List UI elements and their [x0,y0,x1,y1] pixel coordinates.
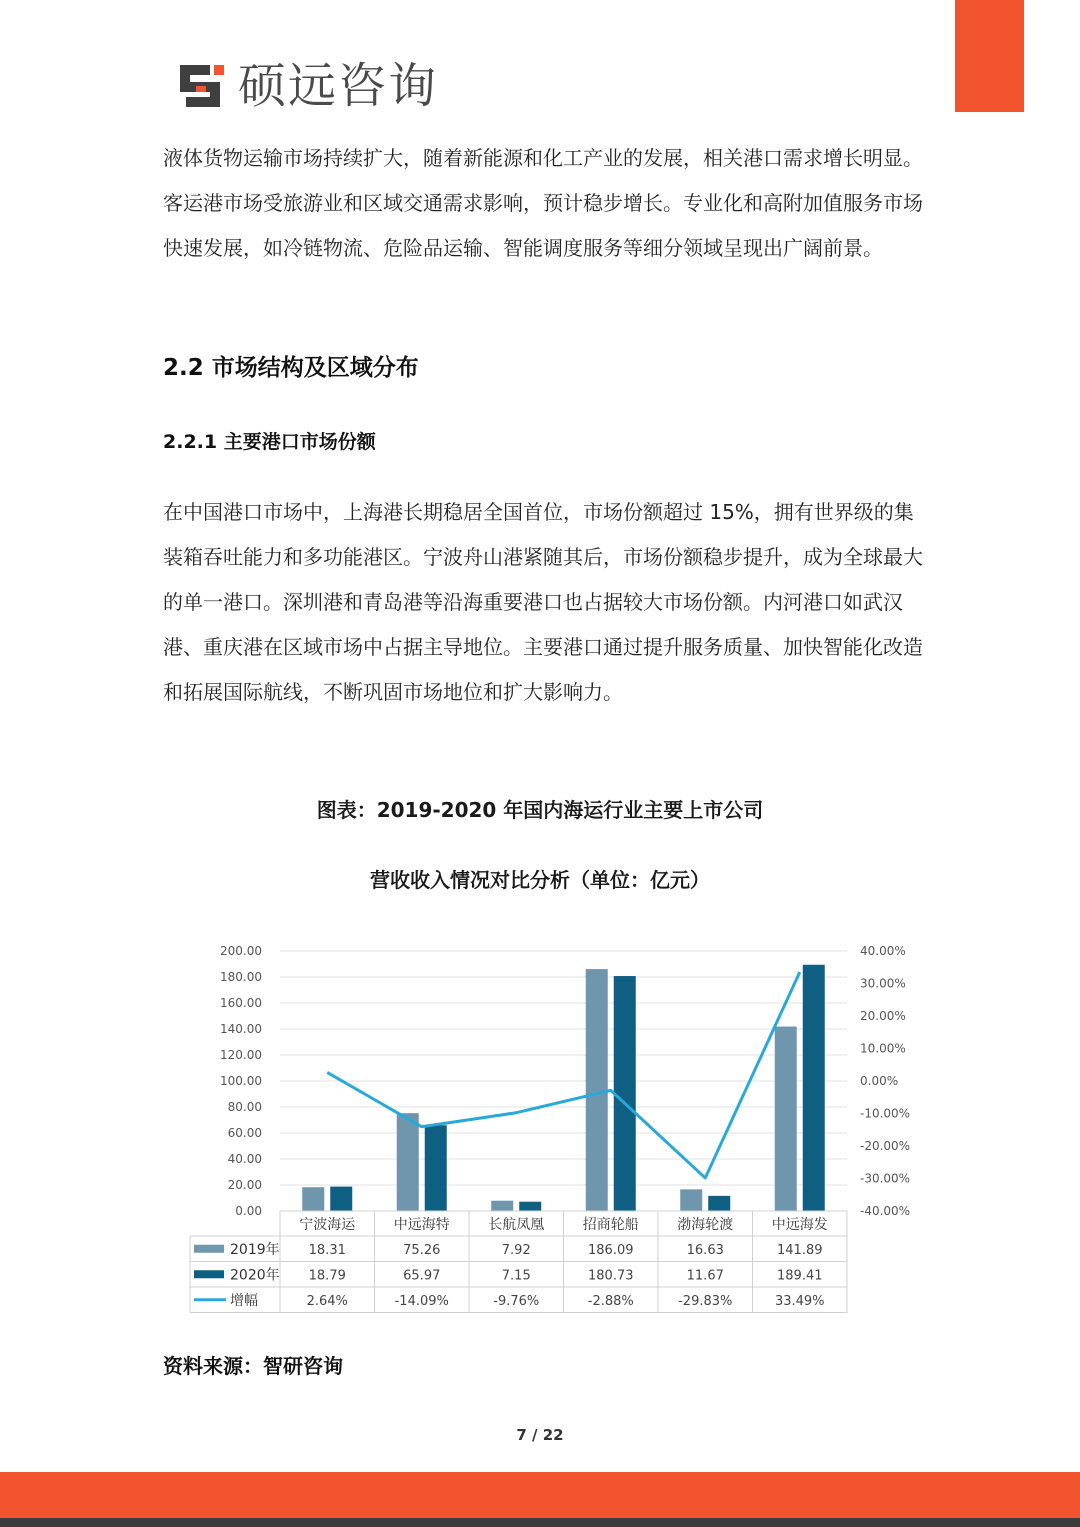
data-label: 7.92 [501,1242,531,1258]
bar-2020年 [519,1202,541,1211]
data-label: 75.26 [403,1242,441,1258]
bar-2020年 [425,1125,447,1211]
y2-tick-label: -40.00% [860,1204,911,1218]
y2-tick-label: -10.00% [860,1106,911,1121]
data-label: 65.97 [403,1268,441,1284]
body-paragraph: 在中国港口市场中，上海港长期稳居全国首位，市场份额超过 15%，拥有世界级的集装箱吞吐能力和多功能港区。宁波舟山港紧随其后，市场份额稳步提升，成为全球最大的单一港口。深圳港和青岛港等沿海重要港口也占据较大市场份额。内河港口如武汉港、重庆港在区域市场中占据主导地位。主要港口通过提升服务质量、加快智能化改造和拓展国际航线，不断巩固市场地位和扩大影响力。 [163,500,923,704]
data-label: 18.79 [308,1268,346,1284]
y2-tick-label: 20.00% [860,1009,906,1023]
intro-paragraph: 液体货物运输市场持续扩大，随着新能源和化工产业的发展，相关港口需求增长明显。客运港市场受旅游业和区域交通需求影响，预计稳步增长。专业化和高附加值服务市场快速发展，如冷链物流、危险品运输、智能调度服务等细分领域呈现出广阔前景。 [163,146,923,260]
y-tick-label: 0.00 [235,1204,262,1218]
data-label: 189.41 [777,1268,823,1284]
y-tick-label: 200.00 [220,944,262,958]
data-label: -29.83% [678,1293,733,1309]
data-label: 18.31 [308,1242,346,1258]
brand-logo-icon [176,61,228,111]
bar-2019年 [775,1027,797,1211]
brand-name: 硕远咨询 [238,58,439,114]
legend-key-2019年 [194,1245,224,1253]
chart-title-line1: 图表：2019-2020 年国内海运行业主要上市公司 [316,798,764,822]
bar-2019年 [680,1189,702,1211]
category-label: 长航凤凰 [488,1217,545,1233]
y2-tick-label: 10.00% [860,1041,906,1056]
y2-tick-label: -30.00% [860,1171,911,1186]
legend-label: 增幅 [230,1292,258,1309]
legend-label: 2019年 [230,1241,280,1258]
bar-2020年 [614,976,636,1211]
footer-dark-band [0,1518,1080,1527]
chart-title-line2: 营收收入情况对比分析（单位：亿元） [370,868,710,892]
category-label: 中远海特 [393,1217,450,1233]
data-label: 141.89 [777,1242,823,1258]
data-label: 11.67 [686,1268,724,1284]
source-note: 资料来源：智研咨询 [163,1354,343,1378]
y-tick-label: 180.00 [220,970,262,984]
y2-tick-label: 30.00% [860,976,906,991]
legend-key-2020年 [194,1270,224,1278]
y-tick-label: 120.00 [220,1048,262,1062]
subsection-heading: 2.2.1 主要港口市场份额 [163,431,376,453]
data-label: -14.09% [394,1293,449,1309]
footer-orange-band [0,1472,1080,1518]
y-tick-label: 20.00 [227,1178,262,1192]
bar-2019年 [491,1201,513,1211]
data-label: 7.15 [501,1268,531,1284]
bar-2019年 [586,969,608,1211]
category-label: 中远海发 [771,1217,828,1233]
category-label: 招商轮船 [582,1217,639,1233]
data-label: -2.88% [587,1293,634,1309]
y-tick-label: 140.00 [220,1022,262,1036]
data-label: 33.49% [774,1293,825,1309]
data-label: 16.63 [686,1242,724,1258]
bar-2020年 [330,1187,352,1211]
y-tick-label: 60.00 [227,1126,262,1140]
y-tick-label: 40.00 [227,1152,262,1166]
corner-accent-tab [955,0,1024,112]
y-tick-label: 80.00 [227,1100,262,1114]
category-label: 宁波海运 [299,1217,356,1233]
data-label: -9.76% [493,1293,540,1309]
bar-2019年 [397,1113,419,1211]
data-label: 186.09 [588,1242,634,1258]
bar-2019年 [302,1187,324,1211]
y-tick-label: 100.00 [220,1074,262,1088]
bar-2020年 [803,965,825,1211]
data-label: 2.64% [306,1293,348,1309]
revenue-comparison-chart [180,935,920,1320]
y2-tick-label: 40.00% [860,944,906,958]
brand-header [176,58,438,114]
page-number: 7 / 22 [516,1426,564,1444]
y2-tick-label: -20.00% [860,1139,911,1153]
data-label: 180.73 [588,1268,634,1284]
y-tick-label: 160.00 [220,996,262,1010]
section-heading: 2.2 市场结构及区域分布 [163,355,419,381]
y2-tick-label: 0.00% [860,1074,899,1088]
category-label: 渤海轮渡 [677,1217,734,1233]
bar-2020年 [708,1196,730,1211]
legend-label: 2020年 [230,1267,280,1284]
